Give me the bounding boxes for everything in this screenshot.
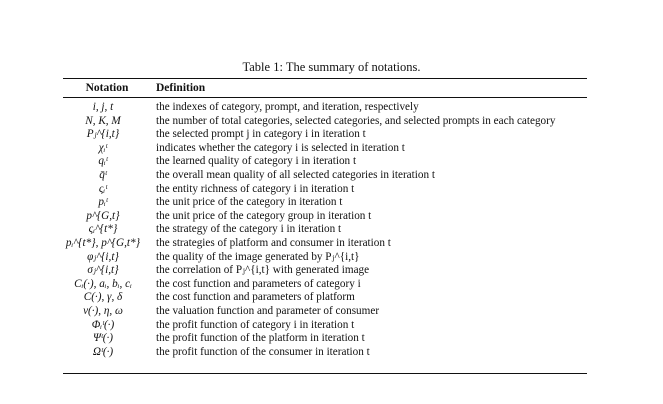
definition-cell: the profit function of the consumer in iteration t bbox=[156, 345, 370, 358]
table-row bbox=[63, 142, 587, 156]
table-row bbox=[63, 223, 587, 237]
notation-cell: i, j, t bbox=[92, 101, 114, 113]
notation-cell: p^{G,t} bbox=[86, 209, 120, 222]
definition-cell: the strategies of platform and consumer in iteration t bbox=[156, 236, 391, 249]
definition-cell: the strategy of the category i in iteration t bbox=[156, 223, 342, 236]
definition-cell: the learned quality of category i in iteration t bbox=[156, 155, 357, 168]
notation-cell: ςᵢᵗ bbox=[98, 182, 108, 195]
table-row bbox=[63, 169, 587, 183]
table-row bbox=[63, 210, 587, 224]
definition-cell: the cost function and parameters of category i bbox=[156, 277, 361, 290]
definition-cell: the unit price of the category in iteration t bbox=[156, 196, 343, 209]
definition-cell: the indexes of category, prompt, and iteration, respectively bbox=[156, 101, 419, 113]
notation-cell: Ψᵗ(·) bbox=[93, 332, 113, 345]
table-row bbox=[63, 101, 587, 115]
table-body bbox=[63, 101, 587, 359]
table-row bbox=[63, 128, 587, 142]
definition-cell: the profit function of the platform in iteration t bbox=[156, 332, 365, 345]
definition-cell: the cost function and parameters of platform bbox=[156, 291, 355, 304]
definition-cell: the valuation function and parameter of consumer bbox=[156, 304, 380, 317]
notation-cell: φⱼ^{i,t} bbox=[87, 250, 119, 263]
table-row bbox=[63, 332, 587, 346]
definition-cell: indicates whether the category i is selected in iteration t bbox=[156, 141, 405, 154]
table-row bbox=[63, 251, 587, 265]
table-row bbox=[63, 319, 587, 333]
notation-cell: N, K, M bbox=[85, 114, 121, 127]
notation-cell: ςᵢ^{t*} bbox=[88, 223, 118, 236]
definition-cell: the profit function of category i in iteration t bbox=[156, 318, 355, 331]
table-row bbox=[63, 155, 587, 169]
table-top-rule bbox=[63, 78, 587, 79]
notation-cell: C(·), γ, δ bbox=[83, 291, 123, 304]
definition-cell: the selected prompt j in category i in iteration t bbox=[156, 128, 366, 141]
table-caption: Table 1: The summary of notations. bbox=[242, 60, 421, 74]
notation-cell: ν(·), η, ω bbox=[83, 304, 123, 317]
header-definition: Definition bbox=[156, 82, 206, 94]
table-row bbox=[63, 237, 587, 251]
table-header-rule bbox=[63, 97, 587, 98]
notation-cell: q̄ᵗ bbox=[99, 168, 107, 181]
table-row bbox=[63, 346, 587, 360]
notation-cell: σⱼ^{i,t} bbox=[87, 264, 119, 277]
definition-cell: the correlation of Pⱼ^{i,t} with generated image bbox=[156, 264, 370, 277]
table-row bbox=[63, 305, 587, 319]
notation-cell: χᵢᵗ bbox=[98, 141, 108, 154]
notation-cell: qᵢᵗ bbox=[98, 155, 108, 168]
notation-cell: Pⱼ^{i,t} bbox=[86, 128, 120, 141]
table-row bbox=[63, 264, 587, 278]
header-notation: Notation bbox=[85, 82, 129, 94]
table-row bbox=[63, 196, 587, 210]
table-row bbox=[63, 291, 587, 305]
definition-cell: the entity richness of category i in iteration t bbox=[156, 182, 355, 195]
definition-cell: the number of total categories, selected categories, and selected prompts in each category bbox=[156, 114, 556, 127]
notation-cell: Ωᵗ(·) bbox=[92, 345, 114, 358]
definition-cell: the unit price of the category group in iteration t bbox=[156, 209, 372, 222]
notation-cell: Φᵢᵗ(·) bbox=[91, 318, 115, 331]
notation-cell: pᵢᵗ bbox=[98, 196, 108, 209]
definition-cell: the quality of the image generated by Pⱼ^{i,t} bbox=[156, 250, 360, 263]
table-row bbox=[63, 183, 587, 197]
definition-cell: the overall mean quality of all selected categories in iteration t bbox=[156, 168, 435, 181]
table-row bbox=[63, 278, 587, 292]
table-row bbox=[63, 115, 587, 129]
table-bottom-rule bbox=[63, 373, 587, 374]
notation-cell: pᵢ^{t*}, p^{G,t*} bbox=[65, 236, 141, 249]
notation-cell: Cᵢ(·), aᵢ, bᵢ, cᵢ bbox=[74, 277, 132, 290]
